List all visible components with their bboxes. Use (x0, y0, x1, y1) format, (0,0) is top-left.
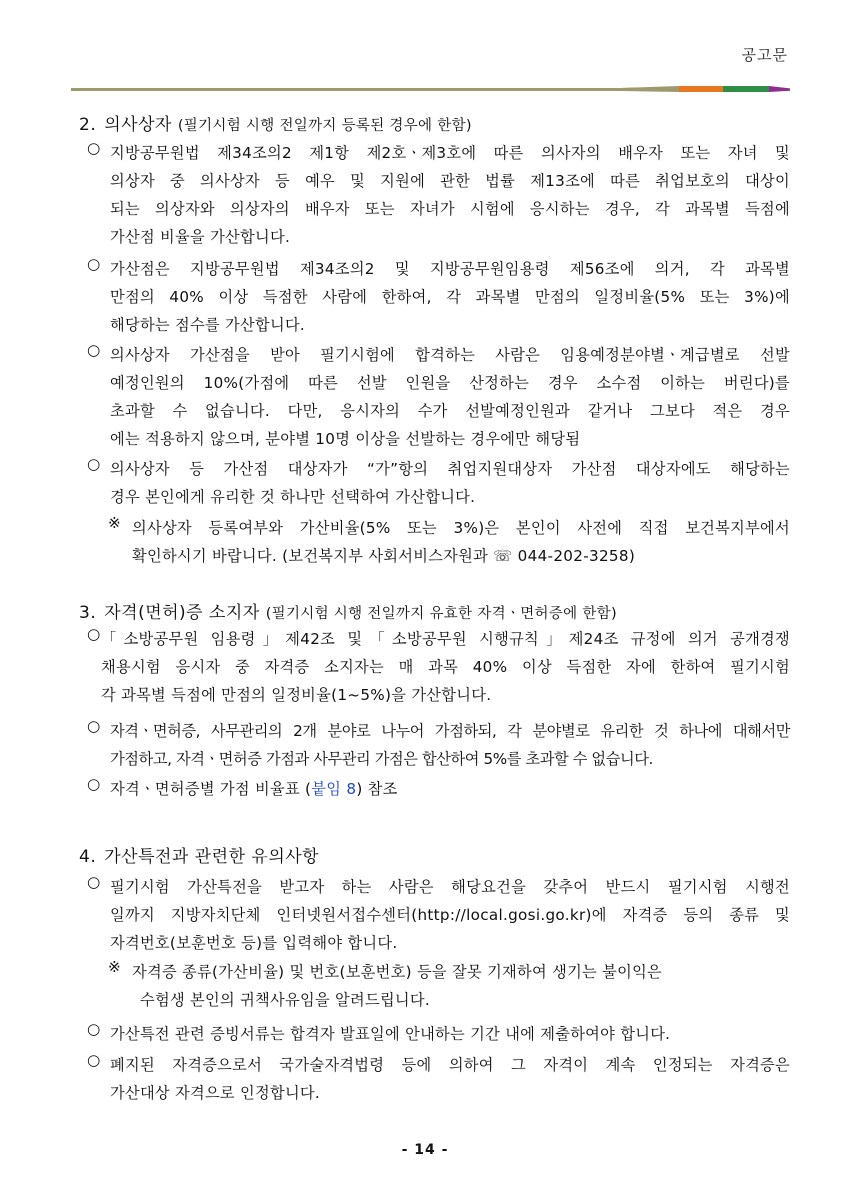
circle-bullet-icon: ○ (87, 255, 101, 273)
list-item: ○ 자격ㆍ면허증별 가점 비율표 (붙임 8) 참조 (87, 775, 398, 798)
section-title: 2. 의사상자 (필기시험 시행 전일까지 등록된 경우에 한함) (79, 115, 472, 135)
attachment-link[interactable]: 붙임 8 (311, 780, 357, 798)
reference-note: ※ 자격증 종류(가산비율) 및 번호(보훈번호) 등을 잘못 기재하여 생기는 불이익은 수험생 본인의 귀책사유임을 알려드립니다. (108, 958, 663, 1009)
list-item: ○ 의사상자 등 가산점 대상자가 “가”항의 취업지원대상자 가산점 대상자에도 해당하는 경우 본인에게 유리한 것 하나만 선택하여 가산합니다. (87, 455, 790, 506)
list-item: ○ 「소방공무원 임용령」제42조 및「소방공무원 시행규칙」제24조 규정에 의거 공개경쟁 채용시험 응시자 중 자격증 소지자는 매 과목 40% 이상 득점한 자에 한하여 필기시험 각 과목별 득점에 만점의 일정비율(1~5%)을 가산합니다. (87, 625, 790, 704)
section-title: 3. 자격(면허)증 소지자 (필기시험 시행 전일까지 유효한 자격ㆍ면허증에 한함) (79, 603, 617, 623)
reference-mark-icon: ※ (108, 958, 121, 976)
circle-bullet-icon: ○ (87, 775, 101, 793)
circle-bullet-icon: ○ (87, 341, 101, 359)
list-item: ○ 필기시험 가산특전을 받고자 하는 사람은 해당요건을 갖추어 반드시 필기시험 시행전 일까지 지방자치단체 인터넷원서접수센터(http://local.gosi.go.kr)에 자격증 등의 종류 및 자격번호(보훈번호 등)를 입력해야 합니다. (87, 873, 790, 952)
header-title: 공고문 (741, 46, 788, 64)
circle-bullet-icon: ○ (87, 1020, 101, 1038)
circle-bullet-icon: ○ (87, 1051, 101, 1069)
list-item: ○ 지방공무원법 제34조의2 제1항 제2호ㆍ제3호에 따른 의사자의 배우자 또는 자녀 및 의상자 중 의사상자 등 예우 및 지원에 관한 법률 제13조에 따른 취업보호의 대상이 되는 의상자와 의상자의 배우자 또는 자녀가 시험에 응시하는 경우, 각 과목별 득점에 가산점 비율을 가산합니다. (87, 139, 790, 246)
circle-bullet-icon: ○ (87, 625, 101, 643)
list-item: ○ 가산특전 관련 증빙서류는 합격자 발표일에 안내하는 기간 내에 제출하여야 합니다. (87, 1020, 671, 1043)
circle-bullet-icon: ○ (87, 717, 101, 735)
reference-mark-icon: ※ (108, 514, 121, 532)
reference-note: ※ 의사상자 등록여부와 가산비율(5% 또는 3%)은 본인이 사전에 직접 보건복지부에서 확인하시기 바랍니다. (보건복지부 사회서비스자원과 ☏ 044-202-3258) (108, 514, 790, 565)
list-item: ○ 폐지된 자격증으로서 국가술자격법령 등에 의하여 그 자격이 계속 인정되는 자격증은 가산대상 자격으로 인정합니다. (87, 1051, 790, 1102)
list-item: ○ 의사상자 가산점을 받아 필기시험에 합격하는 사람은 임용예정분야별ㆍ계급별로 선발 예정인원의 10%(가점에 따른 선발 인원을 산정하는 경우 소수점 이하는 버린다)를 초과할 수 없습니다. 다만, 응시자의 수가 선발예정인원과 같거나 그보다 적은 경우 에는 적용하지 않으며, 분야별 10명 이상을 선발하는 경우에만 해당됨 (87, 341, 790, 448)
page-number: - 14 - (401, 1142, 449, 1158)
header-rule (71, 86, 790, 92)
circle-bullet-icon: ○ (87, 873, 101, 891)
circle-bullet-icon: ○ (87, 139, 101, 157)
list-item: ○ 자격ㆍ면허증, 사무관리의 2개 분야로 나누어 가점하되, 각 분야별로 유리한 것 하나에 대해서만 가점하고, 자격ㆍ면허증 가점과 사무관리 가점은 합산하여 5%를 초과할 수 없습니다. (87, 717, 790, 768)
section-title: 4. 가산특전과 관련한 유의사항 (79, 847, 320, 867)
list-item: ○ 가산점은 지방공무원법 제34조의2 및 지방공무원임용령 제56조에 의거, 각 과목별 만점의 40% 이상 득점한 사람에 한하여, 각 과목별 만점의 일정비율(5% 또는 3%)에 해당하는 점수를 가산합니다. (87, 255, 790, 334)
circle-bullet-icon: ○ (87, 455, 101, 473)
